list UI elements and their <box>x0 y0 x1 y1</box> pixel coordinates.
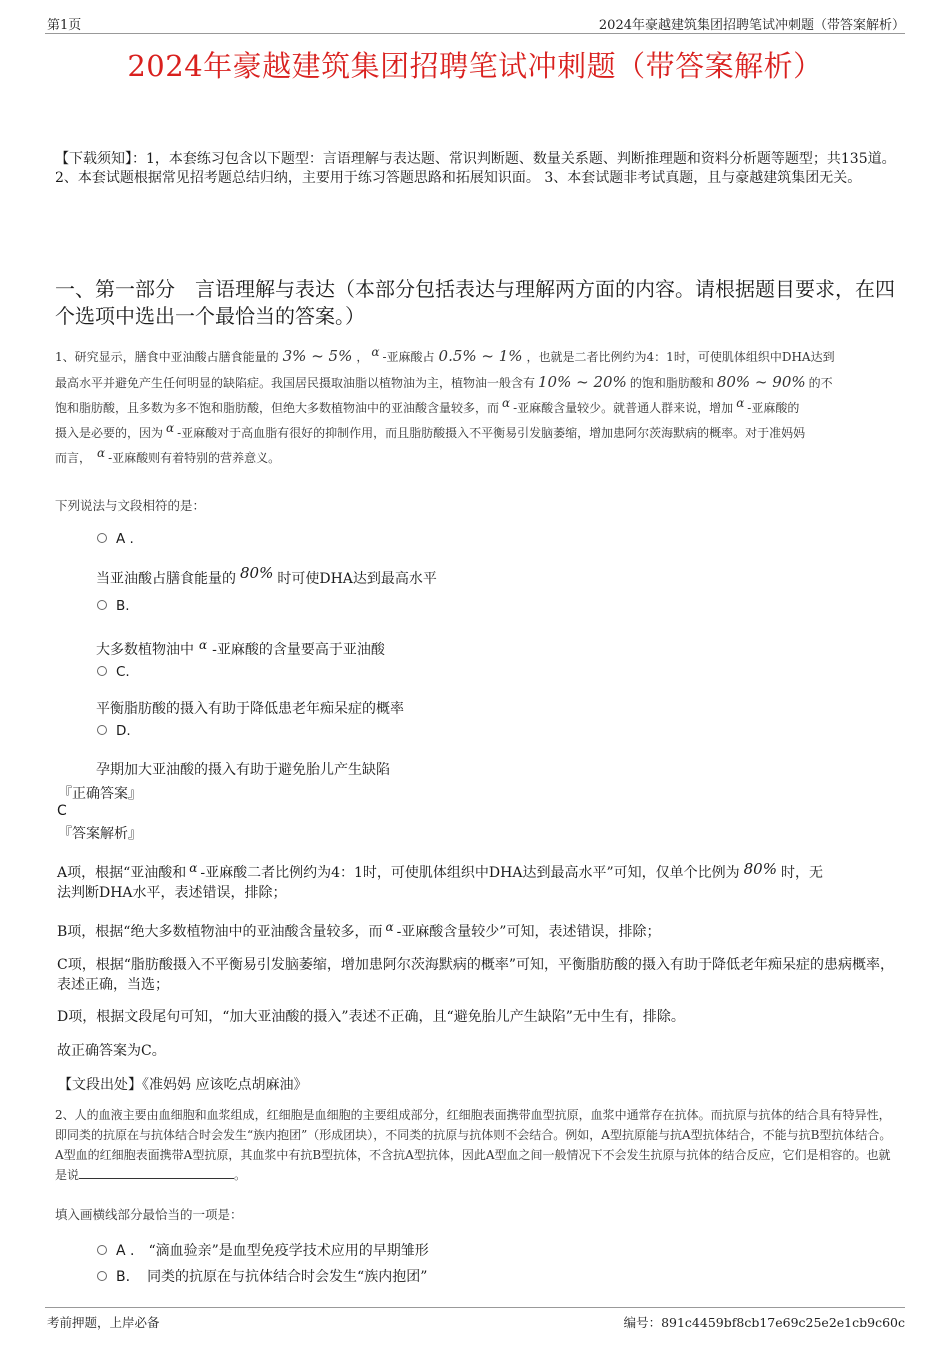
explanation-c: C项，根据“脂肪酸摄入不平衡易引发脑萎缩，增加患阿尔茨海默病的概率”可知，平衡脂肪酸的摄入有助于降低老年痴呆症的患病概率，表述正确，当选； <box>57 957 895 993</box>
alpha-symbol: α <box>385 920 394 934</box>
page-number: 第1页 <box>47 18 82 33</box>
alpha-symbol: α <box>371 345 380 359</box>
question-1-passage <box>55 344 897 471</box>
q1-text: -亚麻酸占 <box>382 350 435 364</box>
option-d-text: 孕期加大亚油酸的摄入有助于避免胎儿产生缺陷 <box>96 762 390 778</box>
radio-icon[interactable] <box>97 666 107 676</box>
q2-text: 2、人的血液主要由血细胞和血浆组成，红细胞是血细胞的主要组成部分，红细胞表面携带血型抗原，血浆中通常存在抗体。而抗原与抗体的结合具有特异性，即同类的抗原在与抗体结合时会发生“族内抱团”（形成团块），不同类的抗原与抗体则不会结合。例如，A型抗原能与抗A型抗体结合，不能与抗B型抗体结合。A型血的红细胞表面携带A型抗原，其血浆中有抗B型抗体，不含抗A型抗体，因此A型血之间一般情况下不会发生抗原与抗体的结合反应，它们是相容的。也就是说 <box>55 1108 892 1182</box>
conclusion: 故正确答案为C。 <box>57 1043 166 1059</box>
option-c-text: 平衡脂肪酸的摄入有助于降低患老年痴呆症的概率 <box>96 701 404 717</box>
q1-text: 最高水平并避免产生任何明显的缺陷症。我国居民摄取油脂以植物油为主，植物油一般含有 <box>55 376 536 390</box>
alpha-symbol: α <box>199 638 208 652</box>
option-b-text <box>96 639 385 659</box>
q1-text: 饱和脂肪酸，且多数为多不饱和脂肪酸，但绝大多数植物油中的亚油酸含量较多，而 <box>55 401 500 415</box>
q1-text: 的不 <box>808 376 833 390</box>
q1-text: ，也就是二者比例约为4：1时，可使肌体组织中DHA达到 <box>526 350 835 364</box>
source-label: 【文段出处】 <box>58 1077 142 1093</box>
page-title: 2024年豪越建筑集团招聘笔试冲刺题（带答案解析） <box>127 49 823 83</box>
source-line <box>58 1074 307 1094</box>
source-text: 《准妈妈 应该吃点胡麻油》 <box>142 1077 308 1093</box>
option-text: 时可使DHA达到最高水平 <box>277 571 437 587</box>
option-c-radio[interactable] <box>97 664 130 680</box>
exp-text: 法判断DHA水平，表述错误，排除； <box>57 885 287 901</box>
answer-blank <box>79 1167 234 1179</box>
option-letter: D. <box>116 723 131 739</box>
section-heading: 一、第一部分 言语理解与表达（本部分包括表达与理解两方面的内容。请根据题目要求，在四个选项中选出一个最恰当的答案。） <box>55 277 895 328</box>
option-letter: C. <box>116 664 130 680</box>
q1-text: 而言， <box>55 451 92 465</box>
radio-icon[interactable] <box>97 1271 107 1281</box>
q1-text: -亚麻酸对于高血脂有很好的抑制作用，而且脂肪酸摄入不平衡易引发脑萎缩，增加患阿尔茨海默病的概率。对于准妈妈 <box>177 426 806 440</box>
answer-label: 『正确答案』 <box>58 786 142 802</box>
option-d-radio[interactable] <box>97 723 131 739</box>
option-a-text <box>96 564 437 588</box>
radio-icon[interactable] <box>97 1245 107 1255</box>
download-notice: 【下载须知】：1，本套练习包含以下题型：言语理解与表达题、常识判断题、数量关系题、判断推理题和资料分析题等题型；共135道。 2、本套试题根据常见招考题总结归纳，主要用于练习答题思路和拓展知识面。 3、本套试题非考试真题，且与豪越建筑集团无关。 <box>55 151 896 186</box>
exp-math: 80% <box>743 860 777 878</box>
alpha-symbol: α <box>502 396 511 410</box>
q1-text: -亚麻酸的 <box>747 401 800 415</box>
alpha-symbol: α <box>97 446 106 460</box>
option-a-radio[interactable] <box>97 531 134 547</box>
alpha-symbol: α <box>736 396 745 410</box>
analysis-label: 『答案解析』 <box>58 826 142 842</box>
exp-text: 时，无 <box>780 865 823 881</box>
q1-text: 1、研究显示，膳食中亚油酸占膳食能量的 <box>55 350 279 364</box>
option-math: 80% <box>240 564 274 582</box>
option-text: “滴血验亲”是血型免疫学技术应用的早期雏形 <box>148 1243 429 1259</box>
option-text: 同类的抗原在与抗体结合时会发生“族内抱团” <box>147 1269 428 1285</box>
document-id: 编号：891c4459bf8cb17e69c25e2e1cb9c60c <box>623 1315 905 1330</box>
q1-text: -亚麻酸则有着特别的营养意义。 <box>108 451 281 465</box>
explanation-d: D项，根据文段尾句可知，“加大亚油酸的摄入”表述不正确，且“避免胎儿产生缺陷”无中生有，排除。 <box>57 1009 685 1025</box>
question-1-prompt: 下列说法与文段相符的是： <box>55 498 206 513</box>
answer-value: C <box>57 803 67 819</box>
q1-math: 0.5% ~ 1% <box>438 347 523 365</box>
q2-text: 。 <box>234 1168 247 1182</box>
radio-icon[interactable] <box>97 600 107 610</box>
q1-math: 80% ~ 90% <box>716 373 806 391</box>
header-divider <box>45 33 905 34</box>
footer-slogan: 考前押题，上岸必备 <box>47 1315 160 1330</box>
exp-text: -亚麻酸含量较少”可知，表述错误，排除； <box>396 924 661 940</box>
radio-icon[interactable] <box>97 533 107 543</box>
q1-text: 的饱和脂肪酸和 <box>629 376 714 390</box>
explanation-b <box>57 922 897 942</box>
option-b-radio[interactable] <box>97 598 130 614</box>
question-2-passage <box>55 1105 897 1185</box>
running-title: 2024年豪越建筑集团招聘笔试冲刺题（带答案解析） <box>598 18 905 33</box>
alpha-symbol: α <box>166 421 175 435</box>
exp-text: B项，根据“绝大多数植物油中的亚油酸含量较多，而 <box>57 924 383 940</box>
option-letter: A . <box>116 1243 135 1259</box>
q2-option-b[interactable] <box>97 1266 427 1286</box>
option-letter: B. <box>116 1269 131 1285</box>
explanation-a <box>57 862 897 903</box>
q1-math: 10% ~ 20% <box>538 373 627 391</box>
option-text: 当亚油酸占膳食能量的 <box>96 571 236 587</box>
q1-text: 摄入是必要的，因为 <box>55 426 164 440</box>
q2-option-a[interactable] <box>97 1240 429 1260</box>
exp-text: -亚麻酸二者比例约为4：1时，可使肌体组织中DHA达到最高水平”可知，仅单个比例为 <box>200 865 740 881</box>
alpha-symbol: α <box>189 861 198 875</box>
option-letter: B. <box>116 598 130 614</box>
footer-divider <box>45 1307 905 1308</box>
option-text: 大多数植物油中 <box>96 642 194 658</box>
q1-text: -亚麻酸含量较少。就普通人群来说，增加 <box>513 401 734 415</box>
q1-math: 3% ~ 5% <box>282 347 353 365</box>
option-letter: A . <box>116 531 134 547</box>
exp-text: A项，根据“亚油酸和 <box>57 865 187 881</box>
option-text: -亚麻酸的含量要高于亚油酸 <box>212 642 385 658</box>
radio-icon[interactable] <box>97 725 107 735</box>
question-2-prompt: 填入画横线部分最恰当的一项是： <box>55 1207 243 1222</box>
q1-text: ， <box>356 350 369 364</box>
